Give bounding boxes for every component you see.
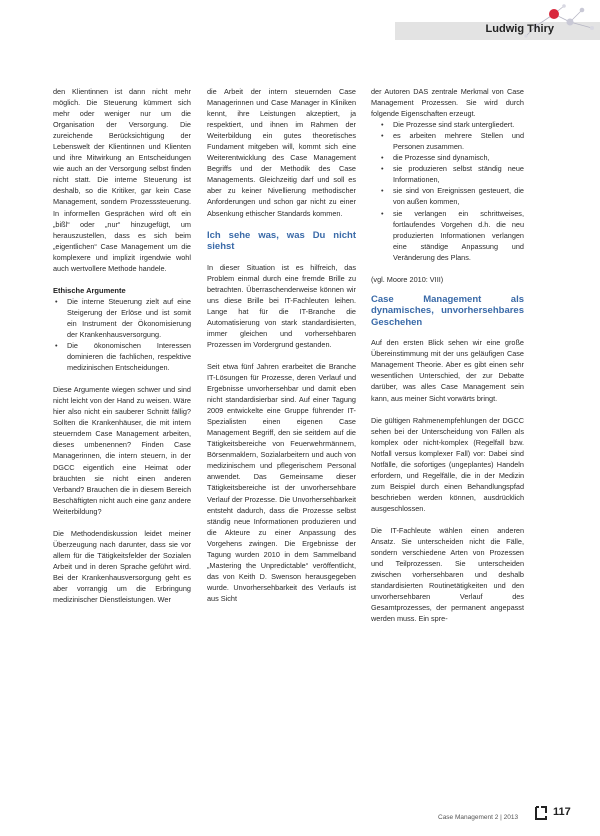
bullet-item: • Die Prozesse sind stark untergliedert. (371, 119, 524, 130)
paragraph: Auf den ersten Blick sehen wir eine große Übereinstimmung mit der uns geläufigen Case Management Theorie. Aber es gibt einen sehr wesentlichen Unterschied, der zur Debatte darüber, was alles Case Management sein kann, aus meiner Sicht vorwärts bringt. (371, 338, 524, 403)
paragraph: der Autoren DAS zentrale Merkmal von Case Management Prozessen. Sie wird durch folgende Eigenschaften erzeugt. (371, 87, 524, 119)
running-header-author: Ludwig Thiry (485, 23, 554, 35)
paragraph: die Arbeit der intern steuernden Case Managerinnen und Case Manager in Kliniken kennt, ihre Leistungen akzeptiert, ja respektiert, und ihnen im Rahmen der Weiterbildung ein gutes theoretisches Fundament mitgeben will, kommt sich eine Weiterentwicklung des Case Management Begriffs und der Methodik des Case Managements. Gleichzeitig darf und soll es aber zu keiner Nivellierung methodischer Anforderungen und schon gar nicht zu einer Absenkung ethischer Standards kommen. (207, 87, 356, 218)
paragraph: Seit etwa fünf Jahren erarbeitet die Branche IT-Lösungen für Prozesse, deren Verlauf und Ergebnisse unvorhersehbar und damit eben nicht standardisierbar sind. Auf einer Tagung 2009 entwickelte eine Gruppe führender IT-Spezialisten einen eigenen Case Management Begriff, den sie seitdem auf die Tätigkeitsbereiche von Feuerwehrmännern, Börsenmaklern, Sozialarbeitern und auch von medizinischem und pflegerischem Personal anwendet. Das Gemeinsame dieser Tätigkeitsbereiche ist der unvorhersehbare Verlauf der Prozesse. Die Unvorhersehbarkeit entsteht dadurch, dass die Prozesse selbst ständig neue Informationen produzieren und die Akteure zu einer Anpassung des Vorgehens zwingen. Die Ergebnisse der Tagung wurden 2010 in dem Sammelband „Mastering the Unpredictable“ veröffentlicht, das von Keith D. Swenson herausgegeben wurde. Unvorhersehbarkeit des Verlaufs ist aus Sicht (207, 361, 356, 603)
paragraph: Die gültigen Rahmenempfehlungen der DGCC sehen bei der Unterscheidung von Fällen als komplex oder nicht-komplex (Regelfall bzw. Notfall versus komplexer Fall) vor: Dabei sind Notfälle, die sofortiges (ungeplantes) Handeln erfordern, und Regelfälle, die in der Medizin zum Beispiel durch einen Behandlungspfad beschrieben werden können, ausdrücklich ausgeschlossen. (371, 415, 524, 513)
bullet-item: • sie produzieren selbst ständig neue Informationen, (371, 163, 524, 185)
bullet-item: • Die interne Steuerung zielt auf eine Steigerung der Erlöse und ist somit ein Instrument der Ökonomisierung der Krankenhausversorgung. (53, 296, 191, 340)
paragraph: Diese Argumente wiegen schwer und sind nicht leicht von der Hand zu weisen. Wäre hier also nicht ein sauberer Schnitt fällig? Sollten die Krankenhäuser, die mit intern steuerndem Case Management arbeiten, dieses umbenennen? Finden Case Managerinnen, die intern steuern, in der DGCC eigentlich eine Heimat oder bräuchten sie nicht einen anderen Verband? Brauchen die in diesem Bereich Beschäftigten nicht auch eine ganz andere Weiterbildung? (53, 385, 191, 516)
paragraph: Die IT-Fachleute wählen einen anderen Ansatz. Sie unterscheiden nicht die Fälle, sondern verschiedene Arten von Prozessen und Teilprozessen. Sie unterscheiden zwischen vorhersehbaren und deshalb standardisierten Routinetätigkeiten und den unvorhersehbaren Verlauf des Gesamtprozesses, der permanent angepasst werden muss. Ein spre- (371, 526, 524, 624)
paragraph: Die Methodendiskussion leidet meiner Überzeugung nach darunter, dass sie vor allem für die Tätigkeitsfelder der Sozialen Arbeit und in deren Sprache geführt wird. Bei der Krankenhausversorgung geht es aber vorrangig um die Erbringung medizinischer Dienstleistungen. Wer (53, 528, 191, 605)
molecule-logo-icon (520, 2, 600, 42)
text-column-2 (207, 86, 356, 604)
bullet-list (53, 296, 191, 373)
citation: (vgl. Moore 2010: VIII) (371, 274, 444, 284)
section-heading-ich-sehe-was: Ich sehe was, was Du nicht siehst (207, 229, 356, 253)
text-column-1 (53, 86, 191, 605)
section-heading-ethische-argumente: Ethische Argumente (53, 285, 126, 295)
paragraph: den Klientinnen ist dann nicht mehr möglich. Die Steuerung kümmert sich mehr oder weniger nur um die Organisation der Versorgung. Die zureichende Berücksichtigung der Lebenswelt der Klientinnen und Klienten und ihre Mitwirkung an Entscheidungen wie auch an der Versorgung selbst finden nicht statt. Die interne Steuerung ist deshalb, so die Kritiker, gar kein Case Management, sondern Prozesssteuerung. In informellen Gesprächen wird oft ein „bißl“ oder „nur“ hinzugefügt, um herauszustellen, dass es sich beim „eigentlichen“ Case Management um die komplexere und implizit irgendwie wohl auch wertvollere Methode handele. (53, 87, 191, 273)
bullet-item: • sie verlangen ein schrittweises, fortlaufendes Vorgehen d.h. die neu produzierten Informationen verlangen eine ständige Anpassung und Veränderung des Plans. (371, 208, 524, 263)
section-heading-case-management-dynamisch: Case Management als dynamisches, unvorhersehbares Geschehen (371, 293, 524, 328)
paragraph: In dieser Situation ist es hilfreich, das Problem einmal durch eine fremde Brille zu betrachten. Überraschenderweise können wir uns diese Brille bei IT-Fachleuten leihen. Lange hat für die IT-Branche die Automatisierung von stark standardisierten, immer gleichen und vorhersehbaren Prozessen im Vordergrund gestanden. (207, 262, 356, 349)
bullet-item: • sie sind von Ereignissen gesteuert, die von außen kommen, (371, 185, 524, 207)
bullet-item: • die Prozesse sind dynamisch, (371, 152, 524, 163)
page-number: 117 (553, 806, 571, 818)
bullet-item: • Die ökonomischen Interessen dominieren die fachlichen, respektive medizinischen Entscheidungen. (53, 340, 191, 373)
bullet-list (371, 119, 524, 263)
bullet-item: • es arbeiten mehrere Stellen und Personen zusammen. (371, 130, 524, 152)
footer-journal-source: Case Management 2 | 2013 (438, 814, 519, 821)
journal-bracket-icon (534, 806, 548, 820)
text-column-3 (371, 86, 524, 624)
